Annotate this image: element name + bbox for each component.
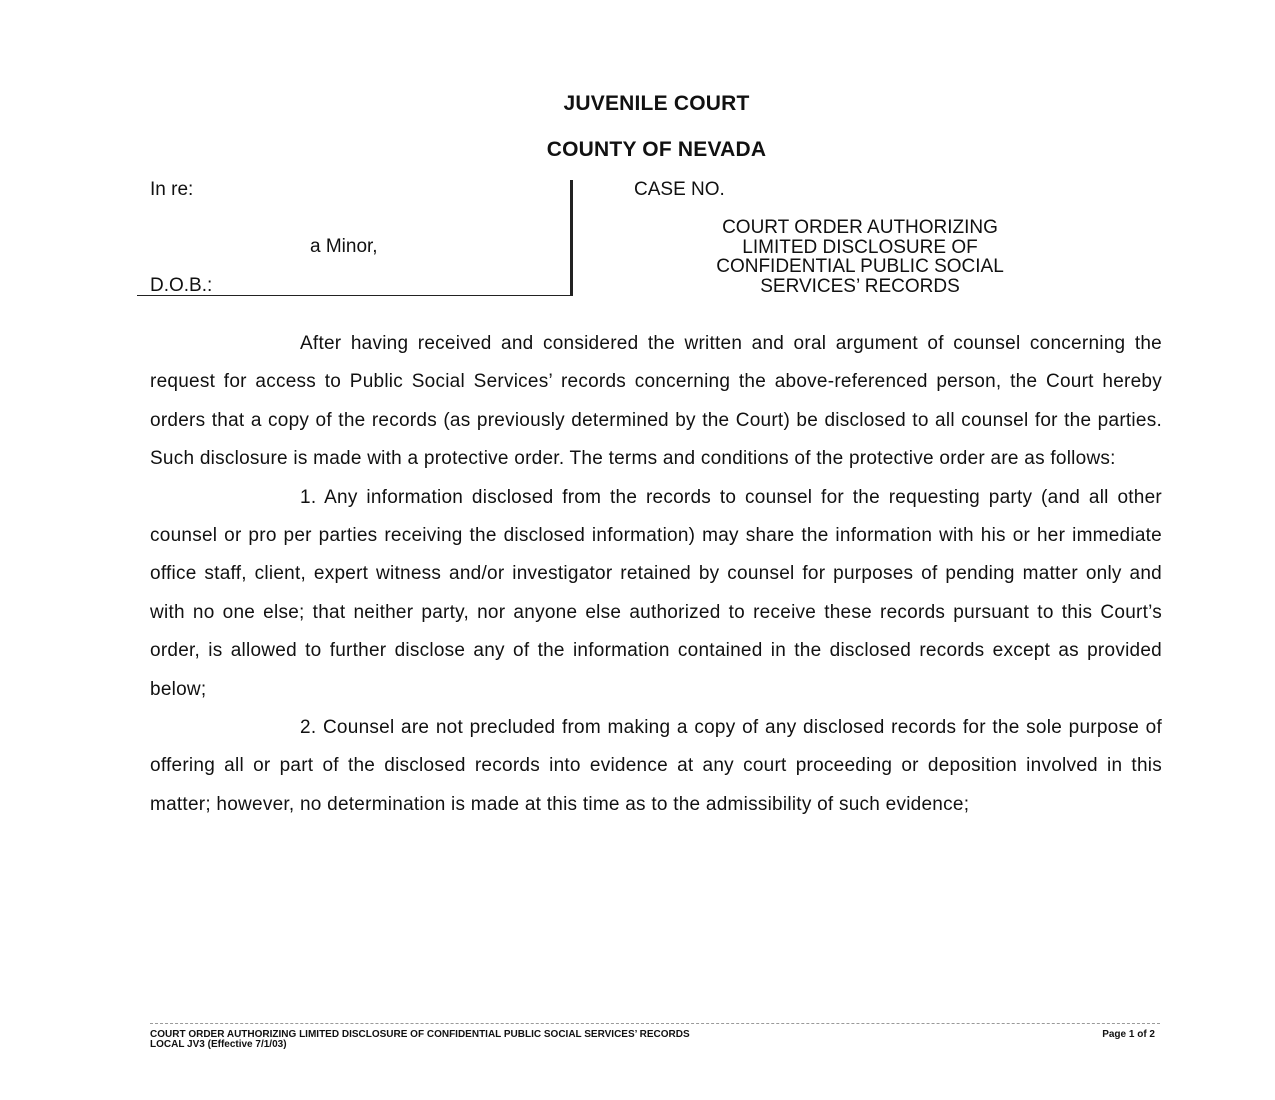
order-body: [150, 325, 1162, 824]
document-title-line: CONFIDENTIAL PUBLIC SOCIAL: [716, 256, 1004, 277]
minor-label: a Minor,: [310, 236, 378, 257]
document-title-line: SERVICES’ RECORDS: [760, 275, 960, 297]
footer-divider: [150, 1023, 1160, 1024]
in-re-label: In re:: [150, 179, 194, 200]
caption-divider: [570, 180, 573, 296]
court-name-heading: JUVENILE COURT: [563, 92, 750, 115]
page-number: Page 1 of 2: [1102, 1029, 1155, 1040]
order-paragraph-intro: After having received and considered the written and oral argument of counsel concerning the request for access to Public Social Services’ records concerning the above-referenced person, the Court hereby orders that a copy of the records (as previously determined by the Court) be disclosed to all counsel for the parties. Such disclosure is made with a protective order. The terms and conditions of the protective order are as follows:: [150, 333, 1162, 470]
case-number-label: CASE NO.: [634, 179, 725, 200]
document-title: [660, 218, 1060, 296]
footer-form-title: COURT ORDER AUTHORIZING LIMITED DISCLOSURE OF CONFIDENTIAL PUBLIC SOCIAL SERVICES’ RECORDS: [150, 1029, 690, 1040]
order-paragraph-term-2: 2. Counsel are not precluded from making a copy of any disclosed records for the sole purpose of offering all or part of the disclosed records into evidence at any court proceeding or deposition involved in this matter; however, no determination is made at this time as to the admissibility of such evidence;: [150, 717, 1162, 815]
dob-label: D.O.B.:: [150, 275, 213, 296]
page-footer: [150, 1030, 1155, 1050]
footer-form-id: LOCAL JV3 (Effective 7/1/03): [150, 1039, 287, 1050]
document-title-line: COURT ORDER AUTHORIZING: [722, 217, 998, 238]
caption-underline: [137, 295, 573, 296]
county-heading: COUNTY OF NEVADA: [546, 138, 767, 161]
document-title-line: LIMITED DISCLOSURE OF: [742, 236, 978, 258]
order-paragraph-term-1: 1. Any information disclosed from the records to counsel for the requesting party (and all other counsel or pro per parties receiving the disclosed information) may share the information with his or her immediate office staff, client, expert witness and/or investigator retained by counsel for purposes of pending matter only and with no one else; that neither party, nor anyone else authorized to receive these records pursuant to this Court’s order, is allowed to further disclose any of the information contained in the disclosed records except as provided below;: [150, 486, 1162, 700]
